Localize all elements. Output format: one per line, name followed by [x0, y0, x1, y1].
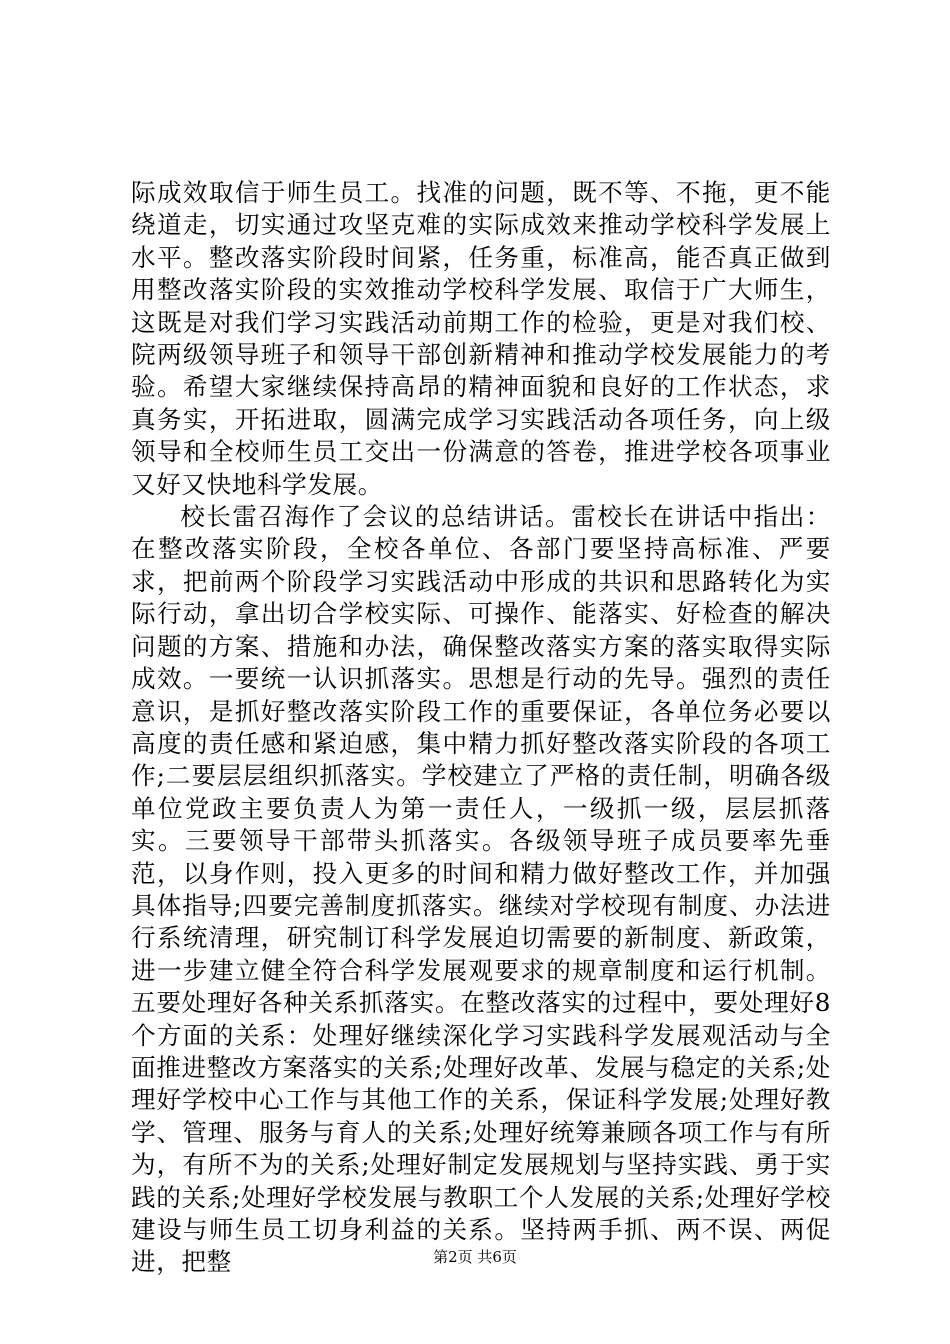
document-body	[131, 177, 831, 1279]
paragraph-summary-speech: 校长雷召海作了会议的总结讲话。雷校长在讲话中指出：在整改落实阶段，全校各单位、各部门要坚持高标准、严要求，把前两个阶段学习实践活动中形成的共识和思路转化为实际行动，拿出切合学校实际、可操作、能落实、好检查的解决问题的方案、措施和办法，确保整改落实方案的落实取得实际成效。一要统一认识抓落实。思想是行动的先导。强烈的责任意识，是抓好整改落实阶段工作的重要保证，各单位务必要以高度的责任感和紧迫感，集中精力抓好整改落实阶段的各项工作;二要层层组织抓落实。学校建立了严格的责任制，明确各级单位党政主要负责人为第一责任人，一级抓一级，层层抓落实。三要领导干部带头抓落实。各级领导班子成员要率先垂范，以身作则，投入更多的时间和精力做好整改工作，并加强具体指导;四要完善制度抓落实。继续对学校现有制度、办法进行系统清理，研究制订科学发展迫切需要的新制度、新政策，进一步建立健全符合科学发展观要求的规章制度和运行机制。五要处理好各种关系抓落实。在整改落实的过程中，要处理好8个方面的关系：处理好继续深化学习实践科学发展观活动与全面推进整改方案落实的关系;处理好改革、发展与稳定的关系;处理好学校中心工作与其他工作的关系，保证科学发展;处理好教学、管理、服务与育人的关系;处理好统筹兼顾各项工作与有所为，有所不为的关系;处理好制定发展规划与坚持实践、勇于实践的关系;处理好学校发展与教职工个人发展的关系;处理好学校建设与师生员工切身利益的关系。坚持两手抓、两不误、两促进，把整	[131, 502, 831, 1277]
paragraph-continuation: 际成效取信于师生员工。找准的问题，既不等、不拖，更不能绕道走，切实通过攻坚克难的实际成效来推动学校科学发展上水平。整改落实阶段时间紧，任务重，标准高，能否真正做到用整改落实阶段的实效推动学校科学发展、取信于广大师生，这既是对我们学习实践活动前期工作的检验，更是对我们校、院两级领导班子和领导干部创新精神和推动学校发展能力的考验。希望大家继续保持高昂的精神面貌和良好的工作状态，求真务实，开拓进取，圆满完成学习实践活动各项任务，向上级领导和全校师生员工交出一份满意的答卷，推进学校各项事业又好又快地科学发展。	[131, 178, 831, 499]
page-number-footer: 第2页 共6页	[433, 1248, 517, 1266]
